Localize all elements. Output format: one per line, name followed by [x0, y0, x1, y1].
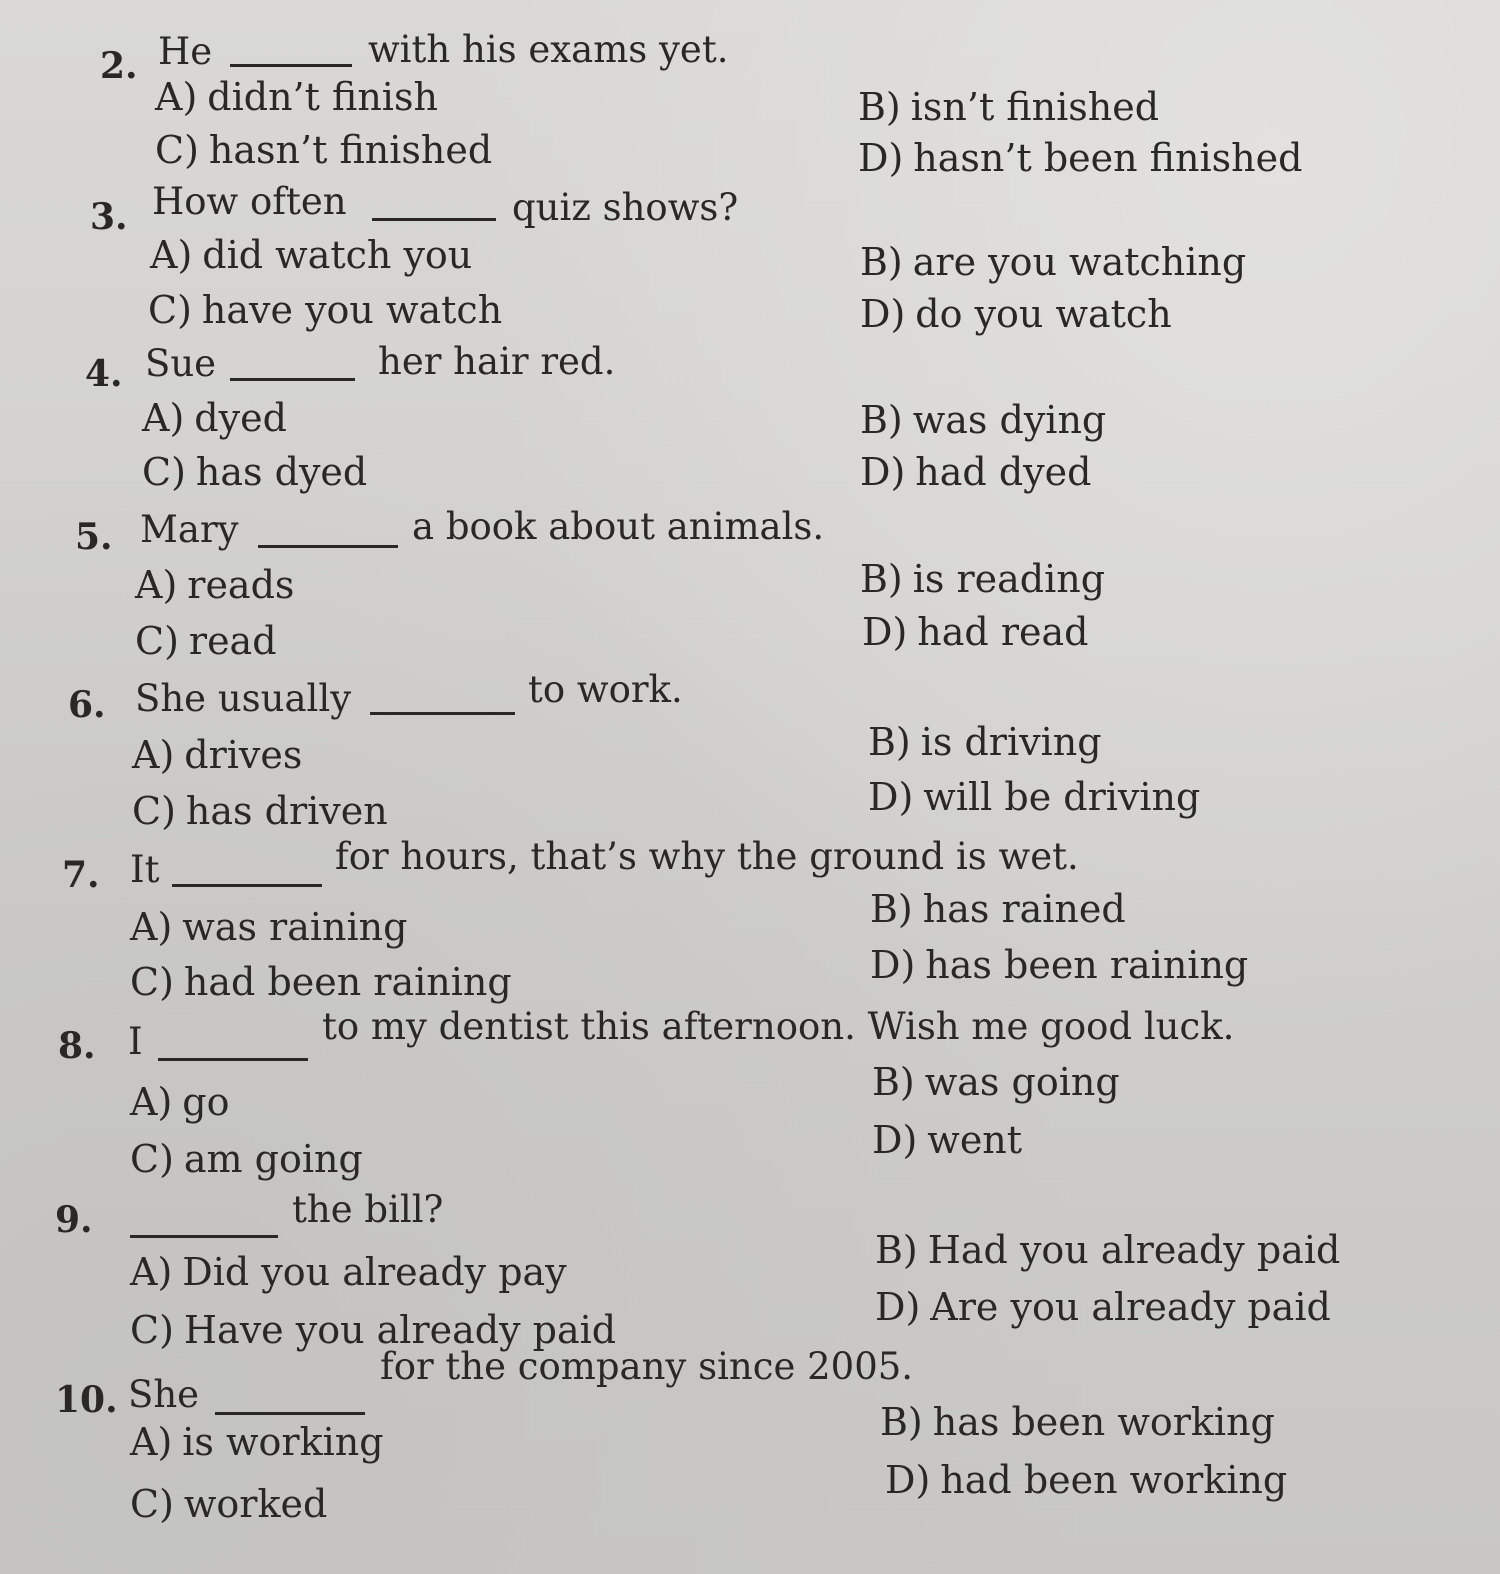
option-text: has been raining: [925, 943, 1249, 987]
option-letter: B): [872, 1060, 915, 1104]
answer-blank: [372, 218, 496, 221]
option-text: have you watch: [201, 288, 503, 332]
question-stem-end: with his exams yet.: [368, 28, 729, 71]
answer-blank: [230, 64, 352, 67]
option-letter: A): [132, 733, 175, 777]
option-text: is working: [182, 1420, 384, 1464]
option-text: go: [182, 1080, 230, 1124]
option-b[interactable]: [880, 1400, 1275, 1444]
option-text: hasn’t finished: [208, 128, 493, 172]
option-a[interactable]: [155, 75, 438, 119]
option-letter: D): [872, 1118, 918, 1162]
question-stem-start: He: [158, 30, 213, 73]
option-letter: D): [858, 136, 904, 180]
option-letter: B): [860, 398, 903, 442]
option-letter: A): [130, 905, 173, 949]
option-letter: D): [868, 775, 914, 819]
question-number: 2.: [100, 45, 138, 87]
option-letter: B): [870, 887, 913, 931]
option-letter: D): [870, 943, 916, 987]
question-stem-start: She: [128, 1373, 200, 1416]
option-text: isn’t finished: [910, 85, 1160, 129]
option-a[interactable]: [130, 1420, 384, 1464]
option-text: was raining: [182, 905, 408, 949]
option-a[interactable]: [142, 396, 287, 440]
option-text: worked: [183, 1482, 328, 1526]
option-letter: C): [135, 619, 179, 663]
answer-blank: [370, 712, 515, 715]
question-number: 7.: [62, 854, 100, 896]
option-text: has been working: [932, 1400, 1275, 1444]
option-b[interactable]: [860, 240, 1246, 284]
answer-blank: [130, 1235, 278, 1238]
answer-blank: [158, 1058, 308, 1061]
option-a[interactable]: [130, 1250, 567, 1294]
option-text: had been working: [940, 1458, 1288, 1502]
option-text: Are you already paid: [930, 1285, 1331, 1329]
option-letter: C): [130, 960, 174, 1004]
option-text: has dyed: [195, 450, 368, 494]
option-letter: D): [860, 292, 906, 336]
question-number: 3.: [90, 196, 128, 238]
question-stem-end: for hours, that’s why the ground is wet.: [335, 835, 1079, 878]
option-d[interactable]: [860, 292, 1172, 336]
option-text: is reading: [912, 557, 1106, 601]
answer-blank: [172, 884, 322, 887]
option-letter: B): [875, 1228, 918, 1272]
option-text: dyed: [194, 396, 287, 440]
question-number: 9.: [55, 1199, 93, 1241]
question-stem-start: It: [130, 848, 160, 891]
option-text: didn’t finish: [207, 75, 438, 119]
option-letter: B): [860, 557, 903, 601]
option-letter: D): [875, 1285, 921, 1329]
option-c[interactable]: [130, 960, 512, 1004]
question-stem-start: I: [128, 1020, 143, 1063]
question-number: 6.: [68, 684, 106, 726]
option-c[interactable]: [130, 1137, 363, 1181]
option-letter: C): [130, 1137, 174, 1181]
option-letter: A): [142, 396, 185, 440]
option-letter: A): [155, 75, 198, 119]
question-stem-end: the bill?: [292, 1188, 444, 1231]
option-text: was going: [924, 1060, 1120, 1104]
option-text: Have you already paid: [183, 1308, 617, 1352]
option-letter: A): [150, 233, 193, 277]
question-stem-start: How often: [152, 180, 347, 223]
option-text: went: [927, 1118, 1023, 1162]
option-d[interactable]: [860, 450, 1091, 494]
option-letter: C): [155, 128, 199, 172]
option-d[interactable]: [872, 1118, 1022, 1162]
option-a[interactable]: [130, 905, 407, 949]
question-stem-end: a book about animals.: [412, 505, 825, 548]
answer-blank: [230, 378, 355, 381]
option-d[interactable]: [870, 943, 1248, 987]
option-a[interactable]: [132, 733, 302, 777]
question-stem-end: for the company since 2005.: [380, 1345, 914, 1388]
option-letter: A): [130, 1420, 173, 1464]
option-c[interactable]: [142, 450, 367, 494]
option-letter: D): [860, 450, 906, 494]
option-a[interactable]: [130, 1080, 229, 1124]
option-text: will be driving: [923, 775, 1201, 819]
answer-blank: [215, 1412, 365, 1415]
option-c[interactable]: [130, 1482, 327, 1526]
option-d[interactable]: [875, 1285, 1331, 1329]
option-letter: D): [885, 1458, 931, 1502]
option-letter: C): [132, 789, 176, 833]
option-letter: B): [858, 85, 901, 129]
option-letter: C): [130, 1482, 174, 1526]
option-b[interactable]: [868, 720, 1102, 764]
question-stem-end: to my dentist this afternoon. Wish me good luck.: [322, 1005, 1235, 1048]
option-text: had been raining: [183, 960, 512, 1004]
option-a[interactable]: [135, 563, 294, 607]
option-b[interactable]: [858, 85, 1159, 129]
option-c[interactable]: [132, 789, 388, 833]
option-letter: C): [130, 1308, 174, 1352]
option-text: had dyed: [915, 450, 1092, 494]
option-letter: A): [135, 563, 178, 607]
option-letter: B): [860, 240, 903, 284]
option-text: drives: [184, 733, 303, 777]
option-letter: D): [862, 610, 908, 654]
option-b[interactable]: [872, 1060, 1120, 1104]
answer-blank: [258, 545, 398, 548]
option-text: had read: [917, 610, 1089, 654]
option-letter: C): [142, 450, 186, 494]
option-b[interactable]: [875, 1228, 1340, 1272]
question-stem-end: quiz shows?: [512, 186, 739, 229]
option-letter: C): [148, 288, 192, 332]
option-text: are you watching: [912, 240, 1247, 284]
option-text: did watch you: [202, 233, 473, 277]
option-d[interactable]: [868, 775, 1200, 819]
option-c[interactable]: [148, 288, 502, 332]
option-text: was dying: [912, 398, 1107, 442]
option-text: am going: [183, 1137, 363, 1181]
option-text: has rained: [922, 887, 1126, 931]
option-text: Did you already pay: [182, 1250, 567, 1294]
option-text: has driven: [185, 789, 388, 833]
option-text: read: [188, 619, 277, 663]
option-letter: A): [130, 1080, 173, 1124]
option-text: reads: [187, 563, 295, 607]
question-stem-end: her hair red.: [378, 340, 616, 383]
question-number: 8.: [58, 1025, 96, 1067]
option-d[interactable]: [858, 136, 1302, 180]
option-letter: B): [880, 1400, 923, 1444]
option-letter: B): [868, 720, 911, 764]
option-d[interactable]: [885, 1458, 1287, 1502]
question-stem-end: to work.: [528, 668, 683, 711]
option-text: Had you already paid: [927, 1228, 1341, 1272]
option-b[interactable]: [860, 557, 1105, 601]
option-text: hasn’t been finished: [913, 136, 1303, 180]
option-b[interactable]: [870, 887, 1126, 931]
option-a[interactable]: [150, 233, 472, 277]
option-letter: A): [130, 1250, 173, 1294]
question-stem-start: Sue: [145, 342, 217, 385]
option-c[interactable]: [155, 128, 492, 172]
option-text: is driving: [920, 720, 1102, 764]
option-d[interactable]: [862, 610, 1088, 654]
question-stem-start: She usually: [135, 677, 352, 720]
question-number: 5.: [75, 516, 113, 558]
option-b[interactable]: [860, 398, 1106, 442]
option-text: do you watch: [915, 292, 1172, 336]
question-stem-start: Mary: [140, 508, 239, 551]
option-c[interactable]: [135, 619, 277, 663]
question-number: 10.: [55, 1379, 118, 1421]
question-number: 4.: [85, 353, 123, 395]
